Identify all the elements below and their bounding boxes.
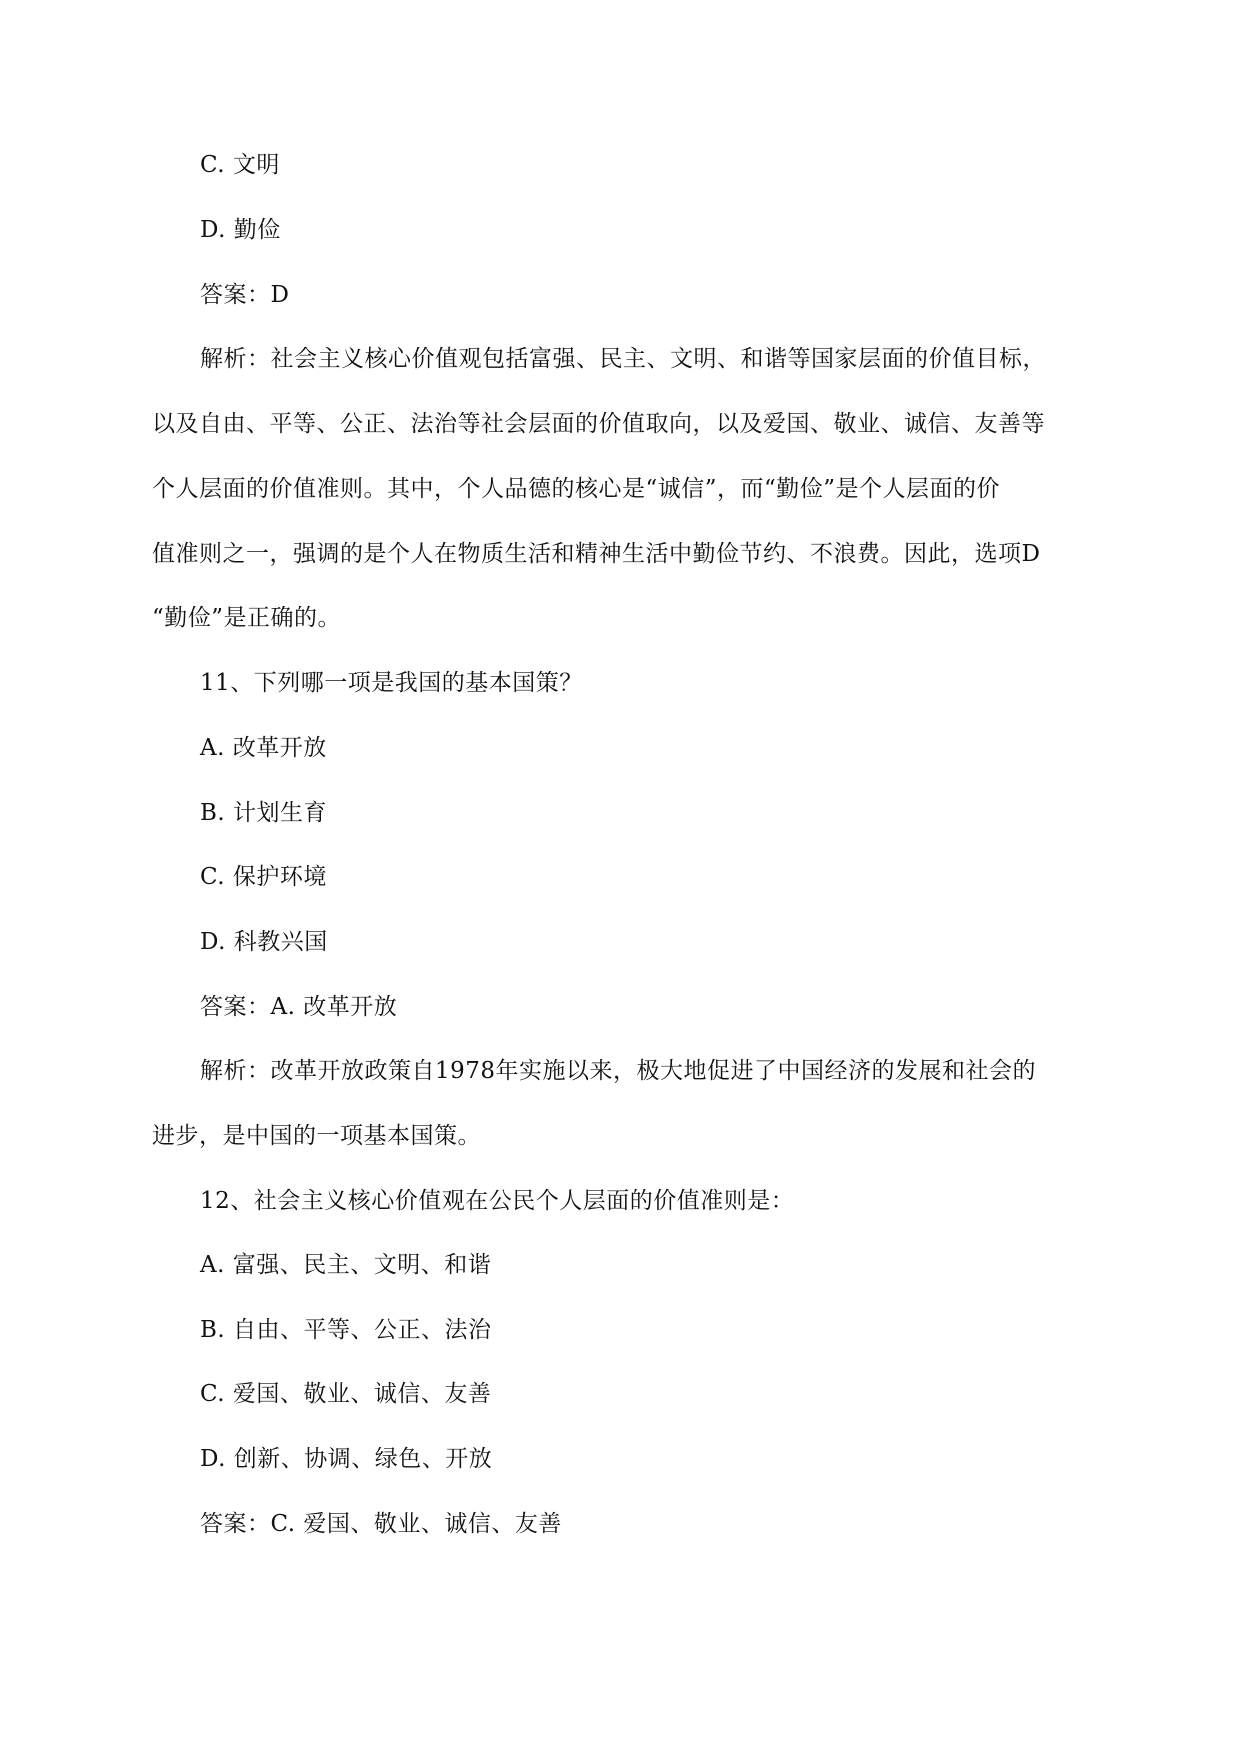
question-12-answer: 答案：C. 爱国、敬业、诚信、友善: [200, 1511, 562, 1537]
analysis-prev-line-5: “勤俭”是正确的。: [152, 605, 342, 631]
question-11: 11、下列哪一项是我国的基本国策？: [200, 670, 583, 696]
question-11-option-c: C. 保护环境: [200, 864, 327, 890]
question-12-option-b: B. 自由、平等、公正、法治: [200, 1317, 492, 1343]
answer-prev: 答案：D: [200, 282, 290, 308]
question-11-option-b: B. 计划生育: [200, 800, 328, 826]
question-11-option-d: D. 科教兴国: [200, 929, 328, 955]
question-11-answer: 答案：A. 改革开放: [200, 994, 398, 1020]
question-11-analysis-line-2: 进步，是中国的一项基本国策。: [152, 1123, 481, 1149]
analysis-prev-line-4: 值准则之一，强调的是个人在物质生活和精神生活中勤俭节约、不浪费。因此，选项D: [152, 541, 1041, 567]
question-12-option-d: D. 创新、协调、绿色、开放: [200, 1446, 493, 1472]
analysis-prev-line-1: 解析：社会主义核心价值观包括富强、民主、文明、和谐等国家层面的价值目标，: [200, 346, 1046, 372]
option-c-prev: C. 文明: [200, 152, 280, 178]
analysis-prev-line-3: 个人层面的价值准则。其中，个人品德的核心是“诚信”，而“勤俭”是个人层面的价: [152, 476, 1001, 502]
question-12-option-c: C. 爱国、敬业、诚信、友善: [200, 1381, 492, 1407]
question-11-option-a: A. 改革开放: [200, 735, 327, 761]
question-12-option-a: A. 富强、民主、文明、和谐: [200, 1252, 492, 1278]
option-d-prev: D. 勤俭: [200, 217, 281, 243]
question-11-analysis-line-1: 解析：改革开放政策自1978年实施以来，极大地促进了中国经济的发展和社会的: [200, 1058, 1037, 1084]
question-12: 12、社会主义核心价值观在公民个人层面的价值准则是：: [200, 1188, 795, 1214]
analysis-prev-line-2: 以及自由、平等、公正、法治等社会层面的价值取向，以及爱国、敬业、诚信、友善等: [152, 411, 1045, 437]
